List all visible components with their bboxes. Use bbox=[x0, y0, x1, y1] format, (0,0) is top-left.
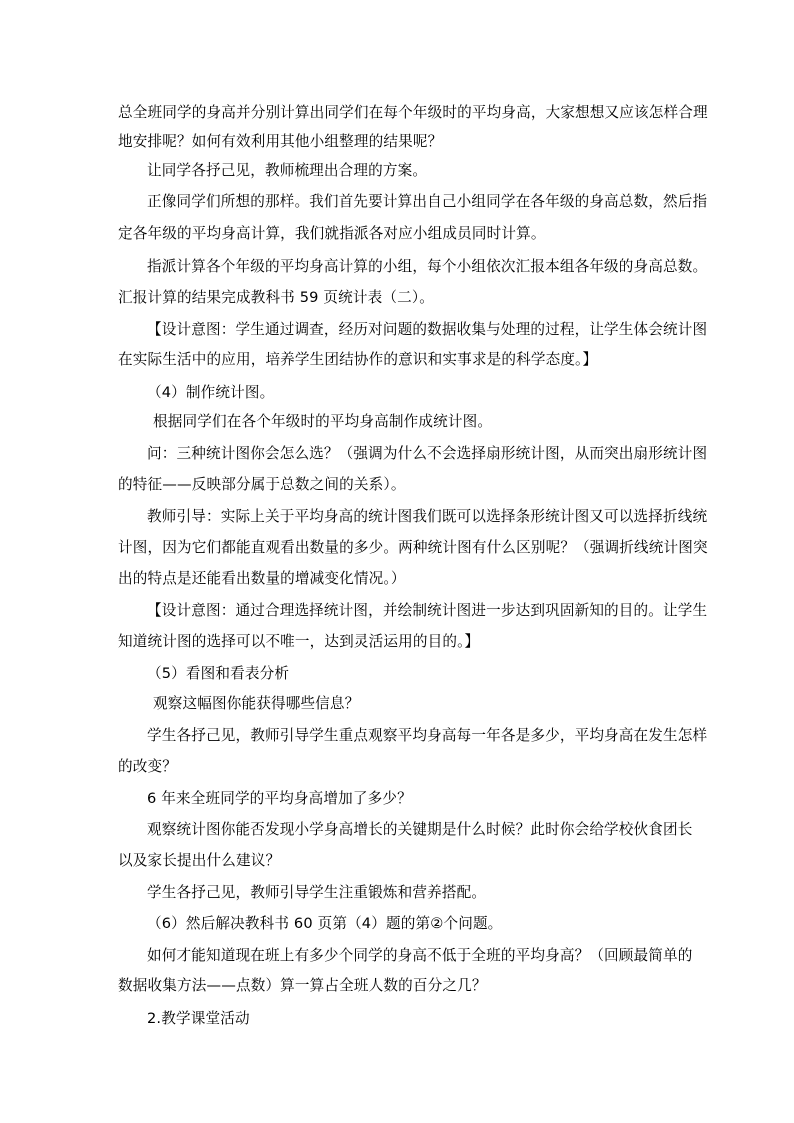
design-intent-line: 在实际生活中的应用，培养学生团结协作的意识和实事求是的科学态度。】 bbox=[118, 351, 598, 368]
paragraph-line: 教师引导：实际上关于平均身高的统计图我们既可以选择条形统计图又可以选择折线统 bbox=[147, 508, 708, 525]
paragraph-line: 让同学各抒己见，教师梳理出合理的方案。 bbox=[147, 162, 428, 179]
section-heading: （5）看图和看表分析 bbox=[147, 665, 290, 682]
paragraph-line: 汇报计算的结果完成教科书 59 页统计表（二）。 bbox=[118, 289, 435, 306]
paragraph-line: 的特征——反映部分属于总数之间的关系）。 bbox=[118, 476, 406, 493]
paragraph-line: 根据同学们在各个年级时的平均身高制作成统计图。 bbox=[153, 413, 493, 430]
design-intent-line: 【设计意图：学生通过调查，经历对问题的数据收集与处理的过程，让学生体会统计图 bbox=[147, 321, 708, 338]
paragraph-line: 学生各抒己见，教师引导学生重点观察平均身高每一年各是多少，平均身高在发生怎样 bbox=[147, 727, 708, 744]
paragraph-line: 的改变？ bbox=[118, 758, 177, 775]
design-intent-line: 【设计意图：通过合理选择统计图，并绘制统计图进一步达到巩固新知的目的。让学生 bbox=[147, 602, 708, 619]
paragraph-line: 以及家长提出什么建议？ bbox=[118, 852, 281, 869]
paragraph-line: 如何才能知道现在班上有多少个同学的身高不低于全班的平均身高？（回顾最简单的 bbox=[147, 947, 693, 964]
paragraph-line: 计图，因为它们都能直观看出数量的多少。两种统计图有什么区别呢？（强调折线统计图突 bbox=[118, 539, 708, 556]
paragraph-line: 观察这幅图你能获得哪些信息？ bbox=[153, 695, 360, 712]
paragraph-line: 学生各抒己见，教师引导学生注重锻炼和营养搭配。 bbox=[147, 884, 487, 901]
paragraph-line: 观察统计图你能否发现小学身高增长的关键期是什么时候？此时你会给学校伙食团长 bbox=[147, 821, 693, 838]
design-intent-line: 知道统计图的选择可以不唯一，达到灵活运用的目的。】 bbox=[118, 633, 480, 650]
paragraph-line: 总全班同学的身高并分别计算出同学们在每个年级时的平均身高，大家想想又应该怎样合理 bbox=[118, 104, 708, 121]
paragraph-line: 出的特点是还能看出数量的增减变化情况。） bbox=[118, 570, 406, 587]
paragraph-line: 指派计算各个年级的平均身高计算的小组，每个小组依次汇报本组各年级的身高总数。 bbox=[147, 258, 708, 275]
paragraph-line: 正像同学们所想的那样。我们首先要计算出自己小组同学在各年级的身高总数，然后指 bbox=[147, 193, 708, 210]
section-heading: 2.教学课堂活动 bbox=[147, 1010, 250, 1027]
section-heading: （4）制作统计图。 bbox=[147, 384, 275, 401]
paragraph-line: 地安排呢？如何有效利用其他小组整理的结果呢？ bbox=[118, 133, 443, 150]
paragraph-line: 定各年级的平均身高计算，我们就指派各对应小组成员同时计算。 bbox=[118, 225, 546, 242]
section-heading: （6）然后解决教科书 60 页第（4）题的第②个问题。 bbox=[147, 915, 503, 932]
paragraph-line: 6 年来全班同学的平均身高增加了多少？ bbox=[147, 790, 412, 807]
paragraph-line: 问：三种统计图你会怎么选？（强调为什么不会选择扇形统计图，从而突出扇形统计图 bbox=[147, 445, 708, 462]
paragraph-line: 数据收集方法——点数）算一算占全班人数的百分之几？ bbox=[118, 977, 487, 994]
